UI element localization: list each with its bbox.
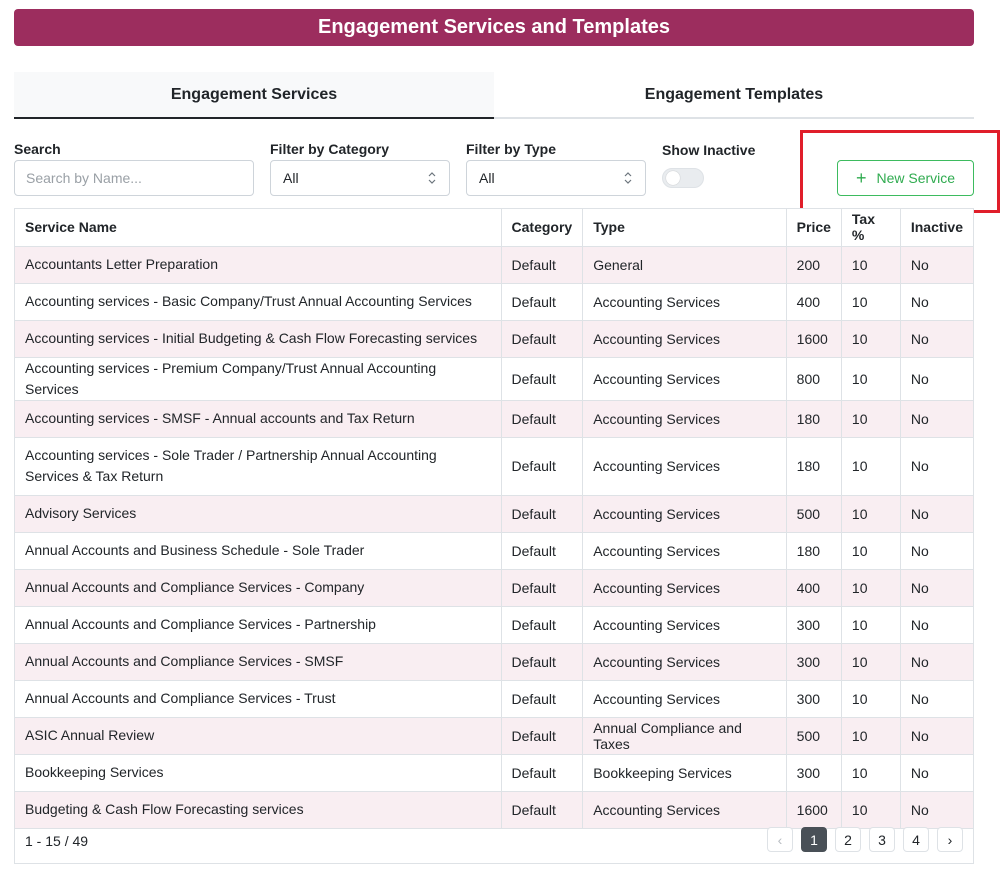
cell-tax: 10: [841, 495, 900, 532]
page-title: Engagement Services and Templates: [14, 9, 974, 46]
cell-category: Default: [501, 791, 583, 828]
cell-inactive: No: [900, 400, 973, 437]
table-body: [15, 246, 973, 828]
cell-category: Default: [501, 437, 583, 495]
cell-category: Default: [501, 357, 583, 400]
type-filter-label: Filter by Type: [466, 141, 556, 157]
cell-price: 500: [786, 717, 841, 754]
cell-inactive: No: [900, 569, 973, 606]
cell-tax: 10: [841, 717, 900, 754]
pagination-summary: 1 - 15 / 49: [25, 833, 89, 849]
type-filter-select[interactable]: [466, 160, 646, 196]
cell-category: Default: [501, 717, 583, 754]
cell-type: Annual Compliance and Taxes: [583, 717, 786, 754]
tab-engagement-services[interactable]: Engagement Services: [14, 72, 494, 119]
cell-service-name: Annual Accounts and Compliance Services - Partnership: [15, 606, 501, 643]
table-row[interactable]: [15, 437, 973, 495]
cell-category: Default: [501, 320, 583, 357]
services-table: [15, 209, 973, 829]
cell-price: 400: [786, 283, 841, 320]
cell-type: Accounting Services: [583, 680, 786, 717]
type-filter-value: All: [479, 170, 495, 186]
table-row[interactable]: [15, 400, 973, 437]
cell-service-name: Annual Accounts and Business Schedule - Sole Trader: [15, 532, 501, 569]
cell-service-name: Budgeting & Cash Flow Forecasting services: [15, 791, 501, 828]
services-table-container: [14, 208, 974, 864]
cell-type: Accounting Services: [583, 357, 786, 400]
cell-type: Accounting Services: [583, 643, 786, 680]
cell-type: Accounting Services: [583, 569, 786, 606]
column-header-category[interactable]: Category: [501, 209, 583, 246]
cell-tax: 10: [841, 400, 900, 437]
cell-service-name: Accounting services - Premium Company/Trust Annual Accounting Services: [15, 357, 501, 400]
cell-tax: 10: [841, 569, 900, 606]
cell-price: 300: [786, 643, 841, 680]
cell-type: Bookkeeping Services: [583, 754, 786, 791]
cell-inactive: No: [900, 357, 973, 400]
table-row[interactable]: [15, 606, 973, 643]
table-row[interactable]: [15, 754, 973, 791]
new-service-button[interactable]: [837, 160, 974, 196]
cell-inactive: No: [900, 495, 973, 532]
category-filter-value: All: [283, 170, 299, 186]
cell-tax: 10: [841, 754, 900, 791]
page-button-1[interactable]: 1: [801, 827, 827, 852]
cell-service-name: Accountants Letter Preparation: [15, 246, 501, 283]
cell-service-name: Accounting services - SMSF - Annual accounts and Tax Return: [15, 400, 501, 437]
column-header-service-name[interactable]: Service Name: [15, 209, 501, 246]
chevron-left-icon[interactable]: ‹: [767, 827, 793, 852]
cell-price: 400: [786, 569, 841, 606]
column-header-price[interactable]: Price: [786, 209, 841, 246]
show-inactive-toggle[interactable]: [662, 168, 704, 188]
cell-inactive: No: [900, 437, 973, 495]
cell-category: Default: [501, 569, 583, 606]
table-row[interactable]: [15, 246, 973, 283]
cell-category: Default: [501, 400, 583, 437]
category-filter-label: Filter by Category: [270, 141, 390, 157]
cell-service-name: Accounting services - Basic Company/Trust Annual Accounting Services: [15, 283, 501, 320]
cell-price: 180: [786, 400, 841, 437]
page-button-4[interactable]: 4: [903, 827, 929, 852]
cell-service-name: Annual Accounts and Compliance Services - Trust: [15, 680, 501, 717]
cell-tax: 10: [841, 246, 900, 283]
cell-price: 300: [786, 606, 841, 643]
table-row[interactable]: [15, 357, 973, 400]
cell-inactive: No: [900, 283, 973, 320]
cell-price: 180: [786, 437, 841, 495]
cell-tax: 10: [841, 437, 900, 495]
cell-type: Accounting Services: [583, 320, 786, 357]
show-inactive-label: Show Inactive: [662, 142, 756, 158]
column-header-inactive[interactable]: Inactive: [900, 209, 973, 246]
cell-type: Accounting Services: [583, 495, 786, 532]
cell-tax: 10: [841, 680, 900, 717]
cell-price: 300: [786, 754, 841, 791]
cell-service-name: Annual Accounts and Compliance Services - Company: [15, 569, 501, 606]
cell-price: 1600: [786, 320, 841, 357]
cell-category: Default: [501, 680, 583, 717]
cell-type: General: [583, 246, 786, 283]
cell-price: 500: [786, 495, 841, 532]
cell-type: Accounting Services: [583, 437, 786, 495]
cell-price: 180: [786, 532, 841, 569]
cell-price: 1600: [786, 791, 841, 828]
cell-inactive: No: [900, 754, 973, 791]
toggle-knob: [666, 171, 680, 185]
chevron-right-icon[interactable]: ›: [937, 827, 963, 852]
cell-type: Accounting Services: [583, 283, 786, 320]
cell-inactive: No: [900, 320, 973, 357]
cell-inactive: No: [900, 532, 973, 569]
cell-inactive: No: [900, 606, 973, 643]
cell-category: Default: [501, 246, 583, 283]
pagination: [767, 827, 963, 852]
cell-tax: 10: [841, 643, 900, 680]
cell-price: 200: [786, 246, 841, 283]
cell-inactive: No: [900, 680, 973, 717]
table-row[interactable]: [15, 320, 973, 357]
tab-engagement-templates[interactable]: Engagement Templates: [494, 72, 974, 119]
table-footer: [15, 817, 973, 863]
search-label: Search: [14, 141, 61, 157]
cell-category: Default: [501, 283, 583, 320]
cell-inactive: No: [900, 791, 973, 828]
table-row[interactable]: [15, 717, 973, 754]
cell-service-name: Bookkeeping Services: [15, 754, 501, 791]
cell-service-name: Accounting services - Initial Budgeting & Cash Flow Forecasting services: [15, 320, 501, 357]
cell-service-name: Accounting services - Sole Trader / Partnership Annual Accounting Services & Tax Return: [15, 437, 501, 495]
cell-tax: 10: [841, 283, 900, 320]
cell-category: Default: [501, 532, 583, 569]
table-row[interactable]: [15, 495, 973, 532]
cell-inactive: No: [900, 246, 973, 283]
table-row[interactable]: [15, 680, 973, 717]
cell-type: Accounting Services: [583, 532, 786, 569]
cell-tax: 10: [841, 532, 900, 569]
table-row[interactable]: [15, 283, 973, 320]
page-button-2[interactable]: 2: [835, 827, 861, 852]
cell-price: 300: [786, 680, 841, 717]
table-row[interactable]: [15, 643, 973, 680]
cell-price: 800: [786, 357, 841, 400]
cell-tax: 10: [841, 357, 900, 400]
table-row[interactable]: [15, 532, 973, 569]
cell-type: Accounting Services: [583, 791, 786, 828]
cell-tax: 10: [841, 791, 900, 828]
cell-category: Default: [501, 754, 583, 791]
select-arrows-icon: [623, 171, 633, 185]
cell-inactive: No: [900, 717, 973, 754]
new-service-label: New Service: [876, 170, 956, 186]
plus-icon: +: [855, 168, 867, 188]
page-button-3[interactable]: 3: [869, 827, 895, 852]
cell-category: Default: [501, 606, 583, 643]
cell-service-name: Annual Accounts and Compliance Services - SMSF: [15, 643, 501, 680]
cell-service-name: ASIC Annual Review: [15, 717, 501, 754]
cell-category: Default: [501, 495, 583, 532]
cell-tax: 10: [841, 320, 900, 357]
cell-tax: 10: [841, 606, 900, 643]
category-filter-select[interactable]: [270, 160, 450, 196]
column-header-tax[interactable]: Tax %: [841, 209, 900, 246]
cell-inactive: No: [900, 643, 973, 680]
cell-category: Default: [501, 643, 583, 680]
cell-service-name: Advisory Services: [15, 495, 501, 532]
cell-type: Accounting Services: [583, 606, 786, 643]
table-header-row: [15, 209, 973, 246]
column-header-type[interactable]: Type: [583, 209, 786, 246]
search-input[interactable]: [14, 160, 254, 196]
select-arrows-icon: [427, 171, 437, 185]
tab-bar: [14, 72, 974, 119]
table-row[interactable]: [15, 569, 973, 606]
cell-type: Accounting Services: [583, 400, 786, 437]
